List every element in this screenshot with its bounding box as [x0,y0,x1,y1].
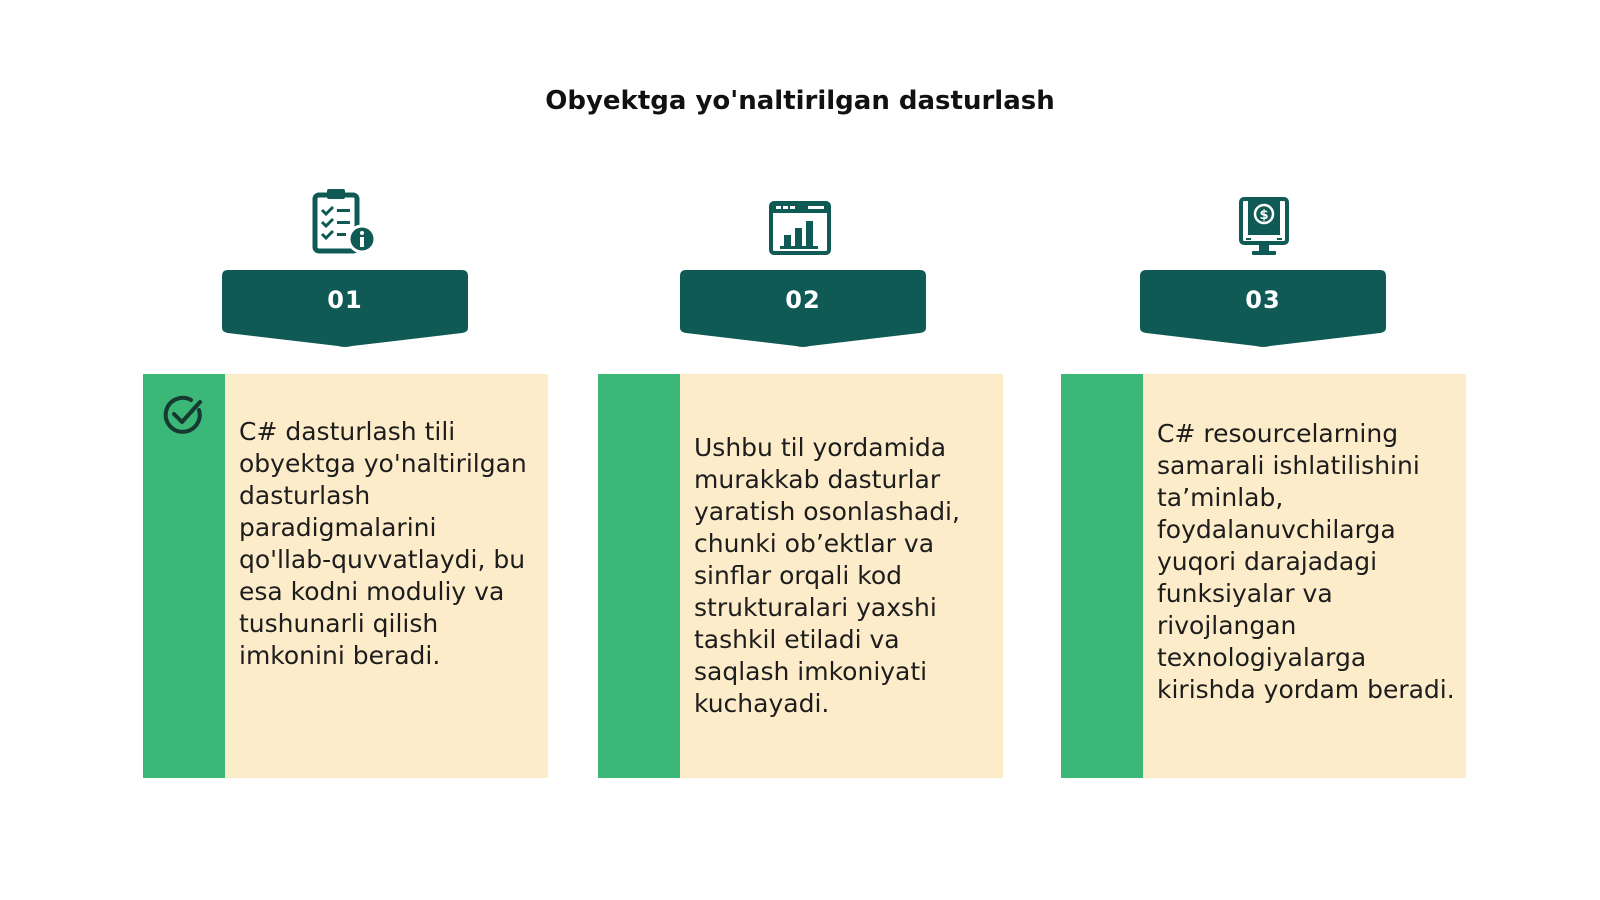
step-card-03 [1061,374,1466,778]
clipboard-checklist-info-icon [310,188,380,262]
step-badge-02 [680,270,926,348]
step-description-03: C# resourcelarning samarali ishlatilishini ta’minlab, foydalanuvchilarga yuqori darajadagi funksiyalar va rivojlangan texnologiyalarga kirishda yordam beradi. [1157,419,1455,704]
step-badge-03 [1140,270,1386,348]
svg-text:$: $ [1259,208,1269,223]
step-description-02: Ushbu til yordamida murakkab dasturlar yaratish osonlashadi, chunki ob’ektlar va sinflar orqali kod strukturalari yaxshi tashkil etiladi va saqlash imkoniyati kuchayadi. [694,433,960,718]
card-accent-strip [598,374,680,778]
browser-bar-chart-icon [768,200,832,260]
step-number-01: 01 [327,286,363,314]
step-card-02 [598,374,1003,778]
card-accent-strip [1061,374,1143,778]
step-description-01: C# dasturlash tili obyektga yo'naltirilgan dasturlash paradigmalarini qo'llab-quvvatlaydi, bu esa kodni moduliy va tushunarli qilish imkonini beradi. [239,417,527,670]
step-number-03: 03 [1245,286,1281,314]
step-number-02: 02 [785,286,821,314]
monitor-dollar-icon [1238,196,1290,262]
step-card-01 [143,374,548,778]
step-badge-01 [222,270,468,348]
page-title: Obyektga yo'naltirilgan dasturlash [545,86,1055,116]
check-circle-icon [161,392,207,442]
